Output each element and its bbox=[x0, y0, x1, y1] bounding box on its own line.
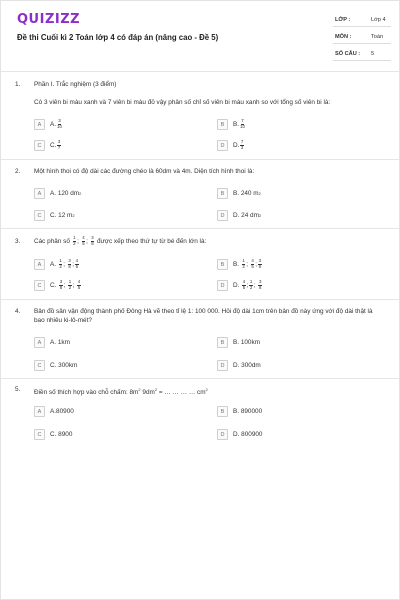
option-letter: B bbox=[217, 119, 228, 130]
option-a[interactable] bbox=[34, 188, 81, 199]
meta-subject-value: Toán bbox=[371, 34, 384, 40]
fraction: $\frac{3}{8}$ bbox=[91, 235, 94, 246]
option-letter: B bbox=[217, 259, 228, 270]
superscript: 2 bbox=[258, 191, 261, 196]
option-d[interactable] bbox=[217, 429, 263, 440]
meta-subject-label: MÔN : bbox=[335, 34, 352, 40]
fraction: $\frac{1}{2}$ bbox=[242, 258, 245, 269]
question-text: Một hình thoi có độ dài các đường chéo là 60dm và 4m. Diện tích hình thoi là: bbox=[34, 168, 255, 175]
superscript: 2 bbox=[258, 213, 262, 218]
option-d[interactable] bbox=[217, 140, 245, 151]
fraction: $\frac{3}{8}$ bbox=[258, 258, 262, 269]
option-letter: C bbox=[34, 429, 45, 440]
question-section: Phần I. Trắc nghiệm (3 điểm) bbox=[34, 81, 117, 88]
option-label: C. 300km bbox=[50, 362, 78, 369]
fraction: $\frac{4}{5}$ bbox=[75, 258, 79, 269]
question-number: 2. bbox=[15, 168, 21, 175]
fraction: $\frac{3}{10}$ bbox=[57, 118, 62, 129]
question-divider bbox=[1, 378, 399, 379]
header-divider bbox=[1, 71, 399, 72]
option-letter: B bbox=[217, 406, 228, 417]
fraction: $\frac{4}{5}$ bbox=[251, 258, 254, 269]
option-letter: A bbox=[34, 119, 45, 130]
option-label: C. bbox=[50, 142, 57, 149]
superscript: 2 bbox=[72, 213, 75, 218]
question-text: Bản đồ sân vận động thành phố Đông Hà vẽ theo tỉ lệ 1: 100 000. Hỏi độ dài 1cm trên bản đồ này ứng với độ dài thật là bao nhiêu ki-lô-mét? bbox=[34, 308, 373, 324]
option-label: A.80900 bbox=[50, 408, 74, 415]
fraction: $\frac{1}{2}$ bbox=[59, 258, 62, 269]
option-d[interactable] bbox=[217, 360, 261, 371]
option-c[interactable] bbox=[34, 140, 62, 151]
option-label: B. 100km bbox=[233, 339, 260, 346]
option-label: B. bbox=[233, 261, 240, 268]
fraction: $\frac{4}{5}$ bbox=[77, 279, 81, 290]
option-b[interactable] bbox=[217, 119, 246, 130]
meta-count-row bbox=[333, 48, 391, 61]
option-letter: D bbox=[217, 429, 228, 440]
option-label: A. bbox=[50, 261, 57, 268]
option-b[interactable] bbox=[217, 188, 261, 199]
option-letter: A bbox=[34, 406, 45, 417]
fraction: $\frac{7}{10}$ bbox=[240, 118, 245, 129]
option-letter: D bbox=[217, 360, 228, 371]
question-divider bbox=[1, 299, 399, 300]
meta-class-row bbox=[333, 14, 391, 27]
option-c[interactable]: C C. $\frac{3}{8}$ ; $\frac{1}{2}$ ; $\frac{4}{5}$ bbox=[34, 280, 82, 291]
option-c[interactable] bbox=[34, 210, 75, 221]
option-c[interactable] bbox=[34, 429, 72, 440]
question-text: Có 3 viên bi màu xanh và 7 viên bi màu đỏ vậy phân số chỉ số viên bi màu xanh so với tổng số viên bi là: bbox=[34, 99, 331, 106]
question-divider bbox=[1, 228, 399, 229]
option-label: A. bbox=[50, 121, 57, 128]
option-letter: C bbox=[34, 280, 45, 291]
option-label: B. 890000 bbox=[233, 408, 263, 415]
option-label: D. bbox=[233, 282, 240, 289]
meta-box bbox=[333, 14, 391, 65]
question-text: Các phân số $\frac{1}{2}$ ; $\frac{4}{5}$ ; $\frac{3}{8}$ được xếp theo thứ tự từ bé đến lớn là: bbox=[34, 235, 207, 246]
fraction: $\frac{7}{3}$ bbox=[240, 139, 244, 150]
option-label: D. 24 dm bbox=[233, 212, 259, 219]
option-b[interactable] bbox=[217, 337, 260, 348]
question-number: 3. bbox=[15, 238, 21, 245]
option-label: C. 12 m bbox=[50, 212, 73, 219]
meta-count-value: 5 bbox=[371, 51, 375, 57]
option-label: A. 1km bbox=[50, 339, 70, 346]
option-a[interactable] bbox=[34, 119, 63, 130]
fraction: $\frac{3}{8}$ bbox=[59, 279, 63, 290]
fraction: $\frac{3}{8}$ bbox=[258, 279, 262, 290]
option-a[interactable] bbox=[34, 406, 74, 417]
option-label: D. bbox=[233, 142, 240, 149]
question-text: Điền số thích hợp vào chỗ chấm: $8m^2$ $9dm^2$ = … … … … $cm^2$ bbox=[34, 387, 208, 397]
question-number: 4. bbox=[15, 308, 21, 315]
option-b[interactable]: B B. $\frac{1}{2}$ ; $\frac{4}{5}$ ; $\frac{3}{8}$ bbox=[217, 259, 263, 270]
option-d[interactable] bbox=[217, 210, 261, 221]
question-number: 1. bbox=[15, 81, 21, 88]
question-number: 5. bbox=[15, 386, 21, 393]
option-letter: A bbox=[34, 337, 45, 348]
option-label: B. bbox=[233, 121, 240, 128]
fraction: $\frac{1}{2}$ bbox=[68, 279, 72, 290]
option-b[interactable] bbox=[217, 406, 262, 417]
document-title: Đề thi Cuối kì 2 Toán lớp 4 có đáp án (nâng cao - Đề 5) bbox=[17, 33, 219, 42]
option-label: C. 8900 bbox=[50, 431, 73, 438]
option-a[interactable] bbox=[34, 337, 70, 348]
option-letter: B bbox=[217, 337, 228, 348]
fraction: $\frac{1}{2}$ bbox=[73, 235, 76, 246]
meta-class-value: Lớp 4 bbox=[371, 17, 386, 23]
fraction: $\frac{3}{7}$ bbox=[57, 139, 61, 150]
option-label: C. bbox=[50, 282, 57, 289]
option-c[interactable] bbox=[34, 360, 77, 371]
meta-subject-row bbox=[333, 31, 391, 44]
fraction: $\frac{4}{5}$ bbox=[242, 279, 246, 290]
question-divider bbox=[1, 159, 399, 160]
option-letter: A bbox=[34, 259, 45, 270]
option-letter: C bbox=[34, 140, 45, 151]
option-letter: D bbox=[217, 280, 228, 291]
meta-class-label: LỚP : bbox=[335, 17, 351, 23]
option-label: D. 800900 bbox=[233, 431, 263, 438]
superscript: 2 bbox=[79, 191, 82, 196]
option-letter: B bbox=[217, 188, 228, 199]
fraction: $\frac{3}{8}$ bbox=[68, 258, 71, 269]
meta-count-label: SỐ CÂU : bbox=[335, 51, 361, 57]
option-label: A. 120 dm bbox=[50, 190, 80, 197]
option-letter: C bbox=[34, 210, 45, 221]
option-letter: C bbox=[34, 360, 45, 371]
option-letter: D bbox=[217, 140, 228, 151]
option-label: D. 300dm bbox=[233, 362, 261, 369]
fraction: $\frac{4}{5}$ bbox=[82, 235, 85, 246]
fraction: $\frac{1}{2}$ bbox=[249, 279, 253, 290]
option-letter: D bbox=[217, 210, 228, 221]
option-letter: A bbox=[34, 188, 45, 199]
option-a[interactable]: A A. $\frac{1}{2}$ ; $\frac{3}{8}$ ; $\frac{4}{5}$ bbox=[34, 259, 80, 270]
quizizz-logo: QUIZIZZ bbox=[17, 12, 81, 27]
option-label: B. 240 m bbox=[233, 190, 259, 197]
option-d[interactable]: D D. $\frac{4}{5}$ ; $\frac{1}{2}$ ; $\frac{3}{8}$ bbox=[217, 280, 263, 291]
